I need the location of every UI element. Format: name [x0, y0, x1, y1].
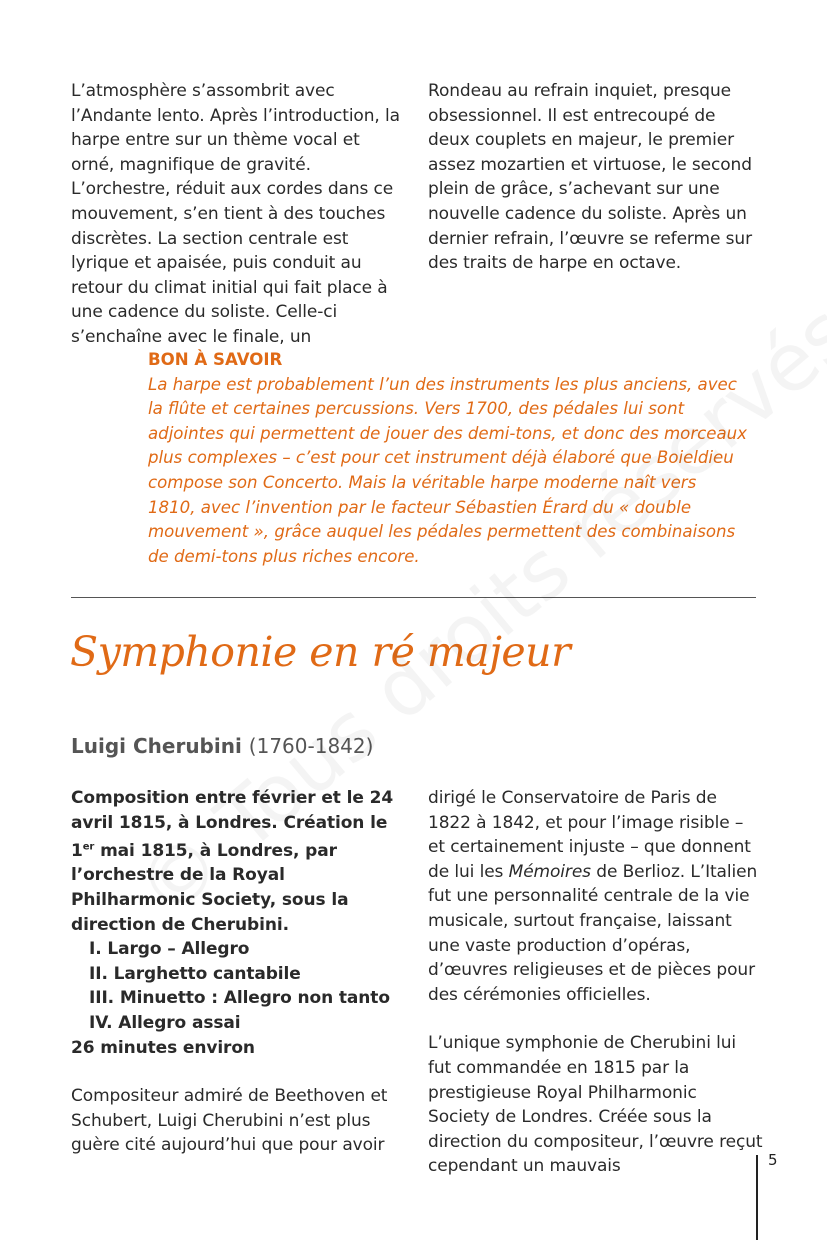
duration: 26 minutes environ: [71, 1037, 255, 1058]
top-right-column: [428, 79, 758, 276]
bon-a-savoir-text: La harpe est probablement l’un des instruments les plus anciens, avec la flûte et certaines percussions. Vers 1700, des pédales lui sont adjointes qui permettent de jouer des demi-tons, et donc des morceaux plus complexes – c’est pour cet instrument déjà élaboré que Boieldieu compose son Concerto. Mais la véritable harpe moderne naît vers 1810, avec l’invention par le facteur Sébastien Érard du « double mouvement », grâce auquel les pédales permettent des combinaisons de demi-tons plus riches encore.: [148, 374, 747, 566]
bottom-right-column: [428, 786, 763, 1179]
memoires-title: Mémoires: [508, 861, 591, 882]
symphony-commission-paragraph: L’unique symphonie de Cherubini lui fut commandée en 1815 par la prestigieuse Royal Philharmonic Society de Londres. Créée sous la direction du compositeur, l’œuvre reçut cependant un mauvais: [428, 1033, 763, 1177]
creation-superscript: er: [82, 841, 95, 853]
movement-4: IV. Allegro assai: [89, 1013, 241, 1033]
bon-a-savoir-box: [148, 348, 748, 569]
work-info: [71, 786, 406, 1060]
movement-3: III. Minuetto : Allegro non tanto: [89, 988, 390, 1009]
movement-2: II. Larghetto cantabile: [89, 963, 301, 984]
p1-after: de Berlioz. L’Italien fut une personnalité centrale de la vie musicale, surtout française, laissant une vaste production d’opéras, d’œuvres religieuses et de pièces pour des cérémonies officielles.: [428, 861, 758, 1005]
movement-1: I. Largo – Allegro: [89, 939, 250, 960]
page-number: 5: [768, 1151, 778, 1169]
composer-name: Luigi Cherubini: [71, 734, 242, 758]
composition-info: Composition entre février et le 24 avril 1815, à Londres.: [71, 788, 394, 833]
creation-prefix: Création le 1: [71, 812, 388, 861]
page-number-rule: [756, 1155, 758, 1240]
bon-a-savoir-label: BON À SAVOIR: [148, 350, 283, 369]
bottom-left-column: [71, 786, 406, 1158]
section-title: Symphonie en ré majeur: [70, 628, 571, 676]
section-divider: [71, 597, 756, 598]
p1-before: dirigé le Conservatoire de Paris de 1822 à 1842, et pour l’image risible – et certainement injuste – que donnent de lui les: [428, 788, 751, 882]
andante-paragraph: L’atmosphère s’assombrit avec l’Andante lento. Après l’introduction, la harpe entre sur un thème vocal et orné, magnifique de gravité. L’orchestre, réduit aux cordes dans ce mouvement, s’en tient à des touches discrètes. La section centrale est lyrique et apaisée, puis conduit au retour du climat initial qui fait place à une cadence du soliste. Celle-ci s’enchaîne avec le finale, un: [71, 81, 400, 347]
composer-dates: (1760-1842): [248, 734, 374, 758]
composer-intro-paragraph: Compositeur admiré de Beethoven et Schubert, Luigi Cherubini n’est plus guère cité aujourd’hui que pour avoir: [71, 1086, 388, 1156]
creation-suffix: mai 1815, à Londres, par l’orchestre de la Royal Philharmonic Society, sous la direction de Cherubini.: [71, 840, 349, 935]
conservatoire-paragraph: [428, 786, 763, 1007]
rondeau-paragraph: Rondeau au refrain inquiet, presque obsessionnel. Il est entrecoupé de deux couplets en majeur, le premier assez mozartien et virtuose, le second plein de grâce, s’achevant sur une nouvelle cadence du soliste. Après un dernier refrain, l’œuvre se referme sur des traits de harpe en octave.: [428, 81, 752, 274]
top-left-column: [71, 79, 401, 350]
composer-line: [71, 734, 373, 758]
